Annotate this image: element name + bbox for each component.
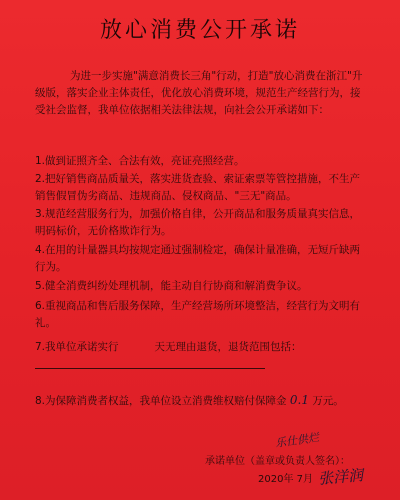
page-title: 放心消费公开承诺 bbox=[99, 18, 300, 43]
commitment-item-1: 1.做到证照齐全、合法有效，亮证亮照经营。 bbox=[35, 155, 245, 167]
commitment-item-4: 4.在用的计量器具均按规定通过强制检定，确保计量准确，无短斤缺两行为。 bbox=[35, 244, 361, 273]
date-label: 2020年 7月 bbox=[258, 474, 313, 485]
handwritten-signature-1: 乐仕供烂 bbox=[274, 430, 320, 450]
intro-paragraph: 为进一步实施"满意消费长三角"行动，打造"放心消费在浙江"升级版，落实企业主体责任，优化放心消费环境，规范生产经营行为，接受社会监督，我单位依据相关法律法规，向社会公开承诺如下： bbox=[35, 70, 363, 116]
item7-prefix: 7.我单位承诺实行 bbox=[35, 341, 119, 353]
commitment-item-3: 3.规范经营服务行为，加强价格自律，公开商品和服务质量真实信息，明码标价，无价格欺诈行为。 bbox=[35, 208, 361, 237]
guarantee-amount: 0.1 bbox=[289, 393, 309, 407]
item7-suffix: 天无理由退货，退货范围包括： bbox=[154, 341, 302, 353]
return-scope-blank bbox=[35, 358, 265, 369]
commitment-item-6: 6.重视商品和售后服务保障，生产经营场所环境整洁，经营行为文明有礼。 bbox=[35, 300, 361, 329]
sign-label: 承诺单位（盖章或负责人签名）： bbox=[205, 456, 350, 467]
return-days-blank bbox=[119, 349, 155, 350]
item8-unit: 万元。 bbox=[312, 395, 344, 407]
item8-text: 8.为保障消费者权益，我单位设立消费维权赔付保障金 bbox=[35, 395, 287, 407]
commitment-item-7 bbox=[35, 338, 365, 376]
commitment-item-5: 5.健全消费纠纷处理机制，能主动自行协商和解消费争议。 bbox=[35, 280, 308, 292]
handwritten-signature-2: 张洋润 bbox=[317, 466, 364, 488]
commitment-item-8 bbox=[35, 392, 365, 410]
commitment-item-2: 2.把好销售商品质量关，落实进货查验、索证索票等管控措施，不生产销售假冒伪劣商品、违规商品、侵权商品、"三无"商品。 bbox=[35, 173, 361, 202]
